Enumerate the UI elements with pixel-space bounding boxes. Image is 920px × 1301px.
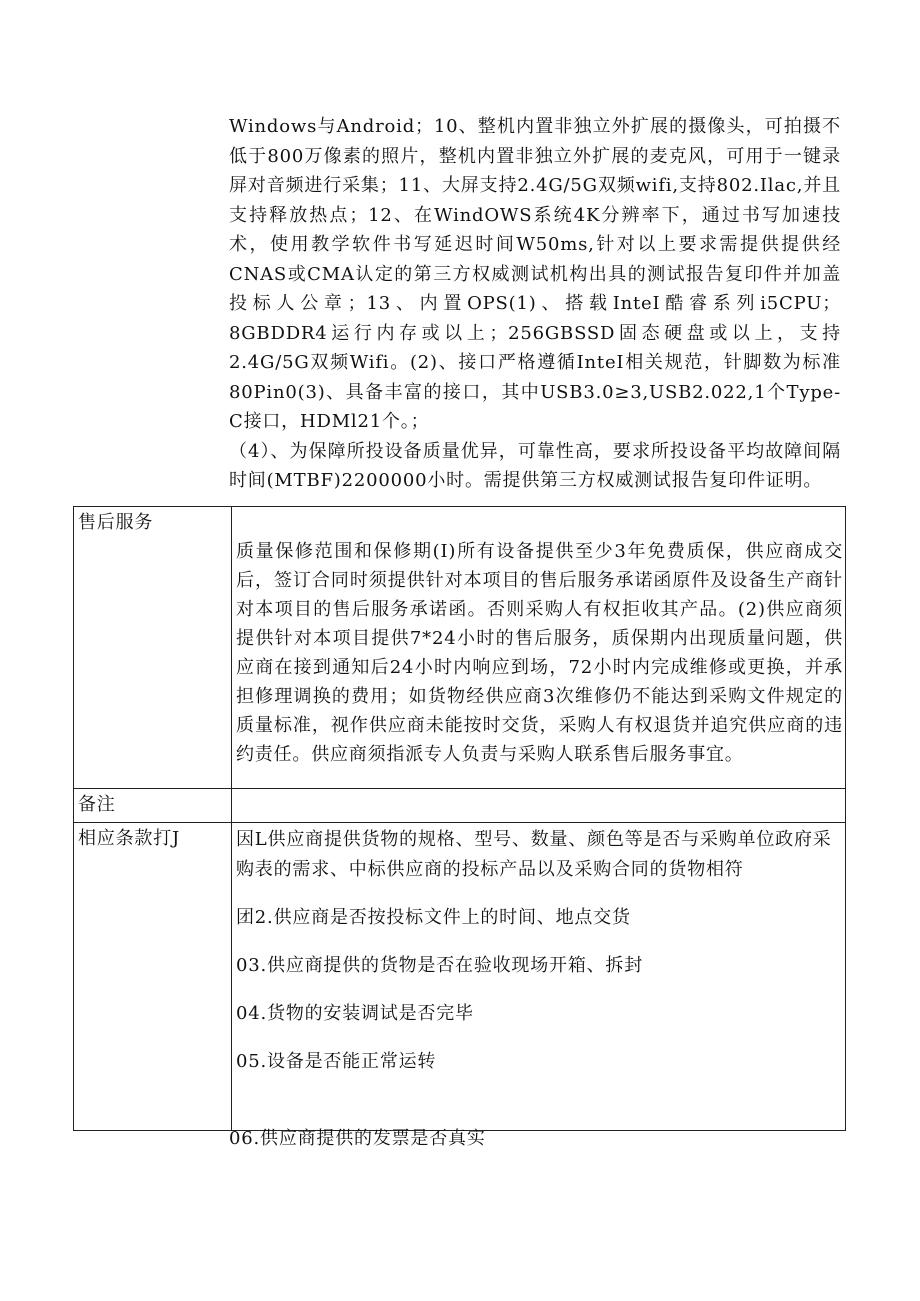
table-row-remark: [74, 789, 846, 823]
clause-item-3: 03.供应商提供的货物是否在验收现场开箱、拆封: [236, 955, 644, 976]
table-row-after-sales: [74, 507, 846, 789]
clauses-content-cell: [232, 823, 846, 1131]
clause-item-2: 团2.供应商是否按投标文件上的时间、地点交货: [236, 907, 631, 928]
clause-item-6: 06.供应商提供的发票是否真实: [229, 1128, 486, 1149]
spec-continuation-text: [229, 112, 841, 496]
clauses-label: 相应条款打J: [74, 823, 232, 1131]
clause-item-4: 04.货物的安装调试是否完毕: [236, 1003, 474, 1024]
after-sales-content-cell: [232, 507, 846, 789]
remark-label: 备注: [74, 789, 232, 823]
after-sales-text: 质量保修范围和保修期(I)所有设备提供至少3年免费质保，供应商成交后，签订合同时须提供针对本项目的售后服务承诺函原件及设备生产商针对本项目的售后服务承诺函。否则采购人有权拒收其产品。(2)供应商须提供针对本项目提供7*24小时的售后服务，质保期内出现质量问题，供应商在接到通知后24小时内响应到场，72小时内完成维修或更换，并承担修理调换的费用；如货物经供应商3次维修仍不能达到采购文件规定的质量标准，视作供应商未能按时交货，采购人有权退货并追究供应商的违约责任。供应商须指派专人负责与采购人联系售后服务事宜。: [236, 541, 843, 765]
spec-table: [73, 506, 846, 1131]
remark-content: [232, 789, 846, 823]
spec-paragraph-mtbf: （4）、为保障所投设备质量优异，可靠性高，要求所投设备平均故障间隔时间(MTBF)2200000小时。需提供第三方权威测试报告复印件证明。: [229, 440, 841, 491]
after-sales-label: 售后服务: [74, 507, 232, 789]
table-row-clauses: [74, 823, 846, 1131]
spec-paragraph-requirements: Windows与Android；10、整机内置非独立外扩展的摄像头，可拍摄不低于800万像素的照片，整机内置非独立外扩展的麦克风，可用于一键录屏对音频进行采集；11、大屏支持2.4G/5G双频wifi,支持802.Ilac,并且支持释放热点；12、在WindOWS系统4K分辨率下，通过书写加速技术，使用教学软件书写延迟时间W50ms,针对以上要求需提供提供经CNAS或CMA认定的第三方权威测试机构出具的测试报告复印件并加盖投标人公章；13、内置OPS(1)、搭载InteI酷睿系列i5CPU；8GBDDR4运行内存或以上；256GBSSD固态硬盘或以上，支持2.4G/5G双频Wifi。(2)、接口严格遵循InteI相关规范，针脚数为标准80Pin0(3)、具备丰富的接口，其中USB3.0≥3,USB2.022,1个Type-C接口，HDMl21个。；: [229, 116, 841, 432]
clause-item-5: 05.设备是否能正常运转: [236, 1051, 437, 1072]
clause-item-1: 因L供应商提供货物的规格、型号、数量、颜色等是否与采购单位政府采购表的需求、中标供应商的投标产品以及采购合同的货物相符: [236, 829, 832, 880]
